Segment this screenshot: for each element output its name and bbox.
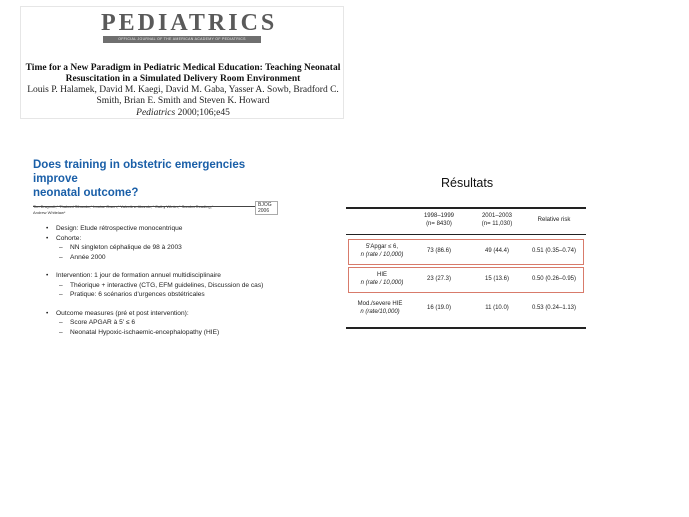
row-label-text: n (rate / 10,000) [360,252,404,258]
row-label-text: 5'Apgar ≤ 6, [365,244,399,250]
table-cell: 0.50 (0.26–0.95) [531,276,577,282]
row-label-hie [350,271,414,287]
results-table [346,207,586,329]
citation-title-line: Time for a New Paradigm in Pediatric Medical Education: Teaching Neonatal [25,63,341,73]
abstract-divider [33,206,265,207]
citation-journal [21,108,345,119]
abstract-title-line: Does training in obstetric emergencies improve [33,159,246,185]
pediatrics-logo [101,10,278,43]
table-rule-top [346,207,586,209]
journal-badge: BJOG 2006 [255,201,278,215]
table-cell: 23 (27.3) [426,276,451,282]
sub-bullet-item: – NN singleton céphalique de 98 à 2003 [46,243,276,253]
sub-bullet-item: – Score APGAR à 5' ≤ 6 [46,318,276,328]
header-text: (n= 8430) [426,221,452,227]
results-title: Résultats [441,176,494,190]
abstract-title [33,158,278,200]
journal-ref: 2000;106;e45 [177,108,230,118]
table-cell: 73 (86.6) [426,248,451,254]
row-label-text: n (rate / 10,000) [360,280,404,286]
bullet-item: • Design: Etude rétrospective monocentrique [46,224,276,234]
study-bullets [46,224,276,337]
sub-bullet-item: – Pratique: 6 scénarios d'urgences obstétricales [46,290,276,300]
row-label-text: Mod./severe HIE [357,301,403,307]
sub-bullet-item: – Neonatal Hypoxic-ischaemic-encephalopathy (HIE) [46,328,276,338]
table-cell: 0.53 (0.24–1.13) [531,305,577,311]
abstract-card [33,158,278,214]
row-label-mod-severe-hie [346,300,414,316]
sub-bullet-item: – Théorique + interactive (CTG, EFM guidelines, Discussion de cas) [46,281,276,291]
bullet-item: • Cohorte: [46,234,276,244]
citation-card [20,6,344,119]
row-label-apgar [350,243,414,259]
table-cell: 0.51 (0.35–0.74) [531,248,577,254]
row-label-text: HIE [376,272,387,278]
citation-authors-line: Louis P. Halamek, David M. Kaegi, David M. Gaba, Yasser A. Sowb, Bradford C. [27,85,339,95]
table-cell: 16 (19.0) [426,305,451,311]
header-text: (n= 11,030) [481,221,513,227]
header-col3: Relative risk [537,217,571,223]
bullet-item: • Intervention: 1 jour de formation annuel multidisciplinaire [46,271,276,281]
citation-authors [21,85,345,106]
row-label-text: n (rate/10,000) [360,309,400,315]
logo-tagline: OFFICIAL JOURNAL OF THE AMERICAN ACADEMY OF PEDIATRICS [103,36,261,43]
header-text: 1998–1999 [423,213,455,219]
table-cell: 49 (44.4) [484,248,509,254]
abstract-title-line: neonatal outcome? [33,187,139,199]
table-cell: 11 (10.0) [485,305,509,311]
journal-name: Pediatrics [136,108,176,118]
header-text: 2001–2003 [481,213,513,219]
table-cell: 15 (13.6) [484,276,509,282]
bullet-item: • Outcome measures (pré et post intervention): [46,309,276,319]
citation-title [21,63,345,84]
citation-title-line: Resuscitation in a Simulated Delivery Room Environment [65,73,301,84]
table-rule-bottom [346,327,586,329]
sub-bullet-item: – Année 2000 [46,253,276,263]
table-rule-mid [346,234,586,235]
header-col2 [470,212,524,228]
logo-word: PEDIATRICS [101,10,278,36]
header-col1 [414,212,464,228]
citation-authors-line: Smith, Brian E. Smith and Steven K. Howard [96,95,270,106]
abstract-authors-line: Andrew Whitelaw* [33,210,66,215]
